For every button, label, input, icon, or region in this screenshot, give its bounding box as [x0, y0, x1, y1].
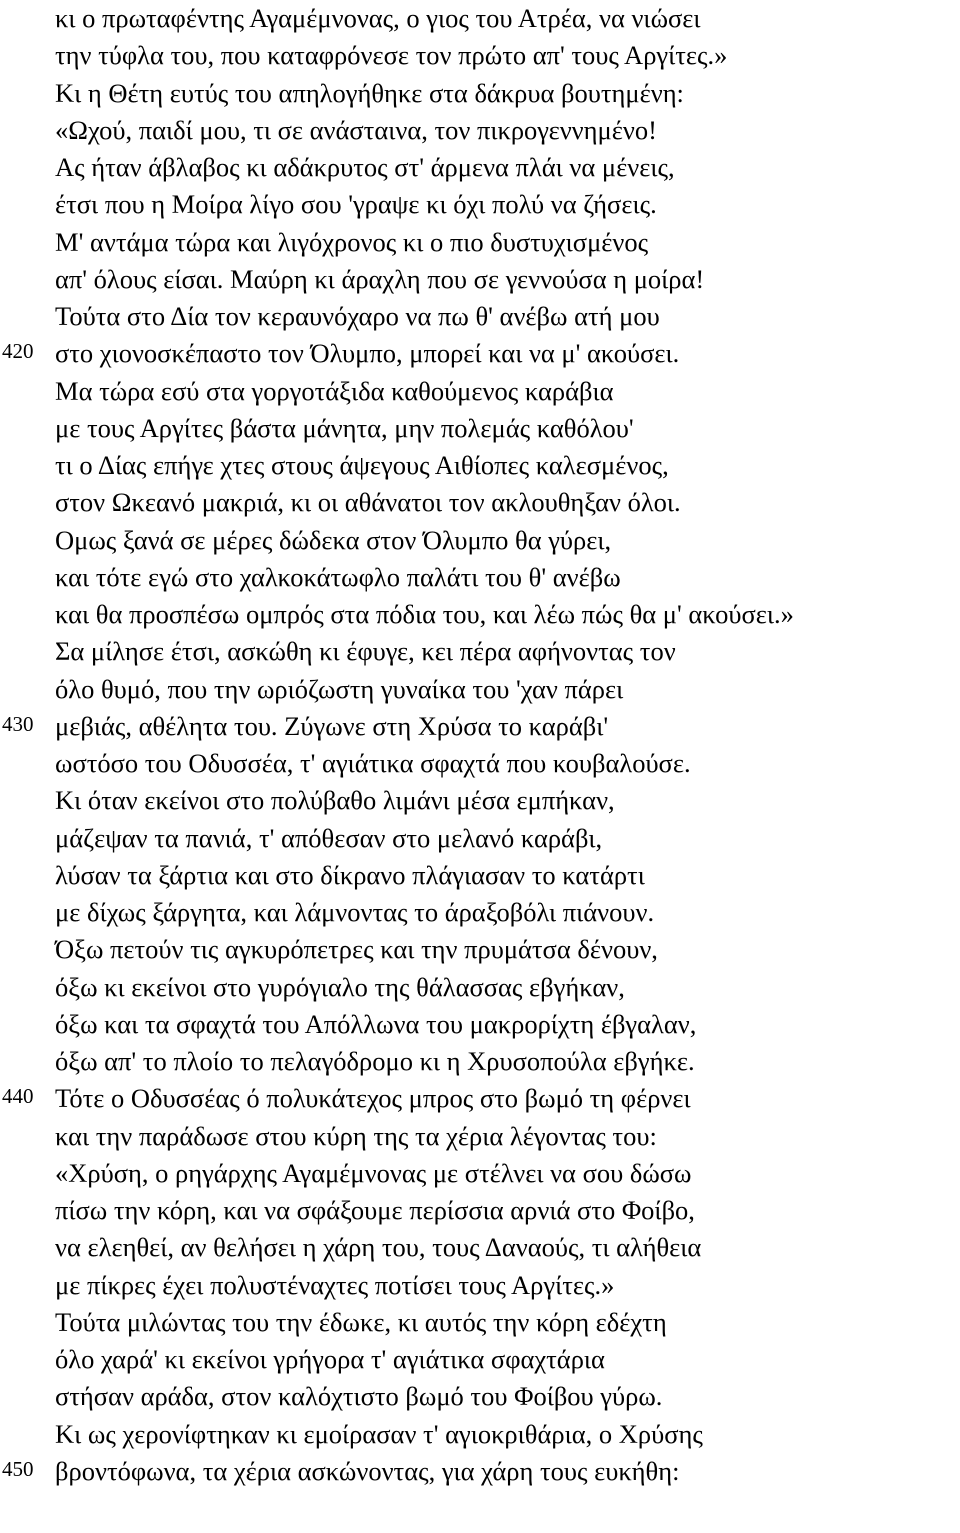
verse-line: Σα μίλησε έτσι, ασκώθη κι έφυγε, κει πέρα αφήνοντας τον: [55, 636, 676, 667]
line-number: 450: [2, 1456, 34, 1481]
verse-line: Ας ήταν άβλαβος κι αδάκρυτος στ' άρμενα πλάι να μένεις,: [55, 152, 675, 182]
verse-line: όξω κι εκείνοι στο γυρόγιαλο της θάλασσας εβγήκαν,: [55, 971, 625, 1002]
verse-line: και τότε εγώ στο χαλκοκάτωφλο παλάτι του θ' ανέβω: [55, 561, 621, 592]
verse-line: με δίχως ξάργητα, και λάμνοντας το άραξοβόλι πιάνουν.: [55, 897, 655, 927]
verse-line: Τούτα μιλώντας του την έδωκε, κι αυτός την κόρη εδέχτη: [55, 1306, 667, 1337]
verse-line: και την παράδωσε στου κύρη της τα χέρια λέγοντας του:: [55, 1120, 657, 1151]
verse-line: και θα προσπέσω ομπρός στα πόδια του, και λέω πώς θα μ' ακούσει.»: [55, 599, 794, 629]
verse-line: Τότε ο Οδυσσέας ό πολυκάτεχος μπρος στο βωμό τη φέρνει: [55, 1083, 691, 1114]
verse-line: όλο θυμό, που την ωριόζωστη γυναίκα του 'χαν πάρει: [55, 673, 624, 704]
verse-line: Μ' αντάμα τώρα και λιγόχρονος κι ο πιο δυστυχισμένος: [55, 226, 649, 257]
verse-line: στήσαν αράδα, στον καλόχτιστο βωμό του Φοίβου γύρω.: [55, 1381, 663, 1412]
verse-line: στον Ωκεανό μακριά, κι οι αθάνατοι τον ακλουθηξαν όλοι.: [55, 487, 681, 518]
verse-line: Κι η Θέτη ευτύς του απηλογήθηκε στα δάκρυα βουτημένη:: [55, 77, 684, 108]
verse-line: Μα τώρα εσύ στα γοργοτάξιδα καθούμενος καράβια: [55, 375, 614, 406]
verse-line: όξω απ' το πλοίο το πελαγόδρομο κι η Χρυσοπούλα εβγήκε.: [55, 1046, 695, 1076]
verse-line: έτσι που η Μοίρα λίγο σου 'γραψε κι όχι πολύ να ζήσεις.: [55, 189, 657, 220]
verse-line: με πίκρες έχει πολυστέναχτες ποτίσει τους Αργίτες.»: [55, 1269, 615, 1300]
verse-line: Όξω πετούν τις αγκυρόπετρες και την πρυμάτσα δένουν,: [55, 934, 658, 965]
verse-line: με τους Αργίτες βάστα μάνητα, μην πολεμάς καθόλου': [55, 412, 634, 443]
line-number: 430: [2, 711, 34, 736]
verse-line: κι ο πρωταφέντης Αγαμέμνονας, ο γιος του Ατρέα, να νιώσει: [55, 3, 701, 33]
verse-line: όξω και τα σφαχτά του Απόλλωνα του μακρορίχτη έβγαλαν,: [55, 1008, 697, 1039]
verse-line: πίσω την κόρη, και να σφάξουμε περίσσια αρνιά στο Φοίβο,: [55, 1195, 695, 1225]
verse-line: Τούτα στο Δία τον κεραυνόχαρο να πω θ' ανέβω ατή μου: [55, 301, 660, 331]
verse-line: στο χιονοσκέπαστο τον Όλυμπο, μπορεί και να μ' ακούσει.: [55, 338, 680, 369]
verse-line: «Χρύση, ο ρηγάρχης Αγαμέμνονας με στέλνει να σου δώσω: [55, 1157, 692, 1188]
line-number: 420: [2, 339, 34, 364]
line-number: 440: [2, 1084, 34, 1109]
verse-line: τι ο Δίας επήγε χτες στους άψεγους Αιθίοπες καλεσμένος,: [55, 450, 669, 480]
verse-line: λύσαν τα ξάρτια και στο δίκρανο πλάγιασαν το κατάρτι: [55, 859, 645, 890]
verse-line: Κι ως χερονίφτηκαν κι εμοίρασαν τ' αγιοκριθάρια, ο Χρύσης: [55, 1418, 703, 1449]
verse-line: βροντόφωνα, τα χέρια ασκώνοντας, για χάρη τους ευκήθη:: [55, 1455, 680, 1486]
verse-line: να ελεηθεί, αν θελήσει η χάρη του, τους Δαναούς, τι αλήθεια: [55, 1232, 702, 1263]
verse-line: όλο χαρά' κι εκείνοι γρήγορα τ' αγιάτικα σφαχτάρια: [55, 1344, 605, 1374]
verse-line: την τύφλα του, που καταφρόνεσε τον πρώτο απ' τους Αργίτες.»: [55, 40, 728, 71]
verse-line: μεβιάς, αθέλητα του. Ζύγωνε στη Χρύσα το καράβι': [55, 710, 609, 741]
verse-line: Κι όταν εκείνοι στο πολύβαθο λιμάνι μέσα εμπήκαν,: [55, 785, 615, 816]
verse-line: ωστόσο του Οδυσσέα, τ' αγιάτικα σφαχτά που κουβαλούσε.: [55, 748, 691, 778]
verse-line: Ομως ξανά σε μέρες δώδεκα στον Όλυμπο θα γύρει,: [55, 524, 612, 555]
verse-line: «Ωχού, παιδί μου, τι σε ανάσταινα, τον πικρογεννημένο!: [55, 114, 657, 145]
verse-line: μάζεψαν τα πανιά, τ' απόθεσαν στο μελανό καράβι,: [55, 822, 603, 853]
verse-line: απ' όλους είσαι. Μαύρη κι άραχλη που σε γεννούσα η μοίρα!: [55, 263, 705, 294]
